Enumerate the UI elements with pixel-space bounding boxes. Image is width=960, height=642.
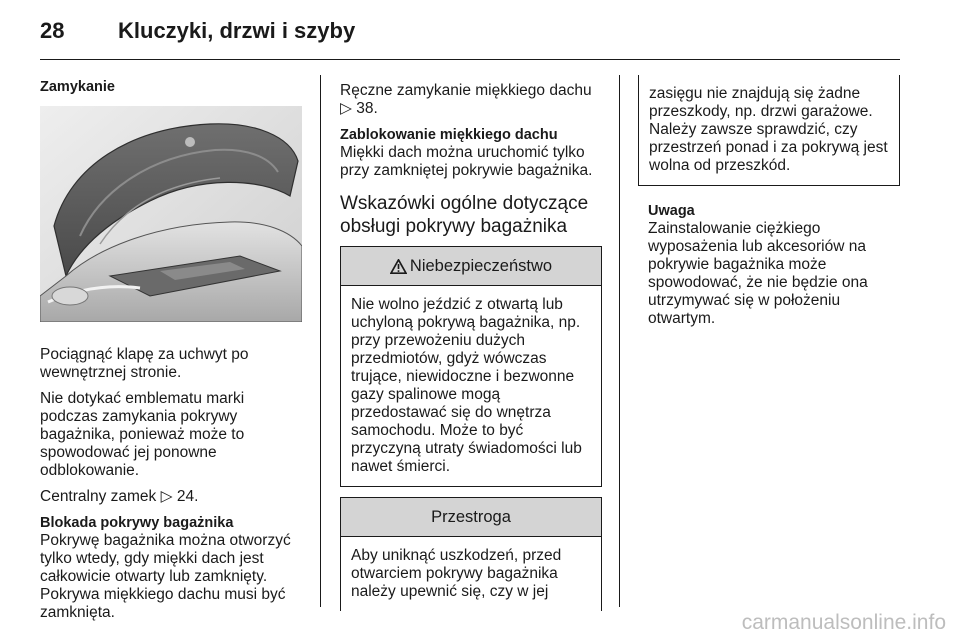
column-1 (40, 78, 305, 630)
caution-box-body: Aby uniknąć uszkodzeń, przed otwarciem pokrywy bagażnika należy upewnić się, czy w jej (351, 547, 562, 600)
subheading-lid-lock: Blokada pokrywy bagażnika (40, 515, 234, 531)
warning-triangle-icon (390, 259, 407, 274)
danger-box-body: Nie wolno jeździć z otwartą lub uchyloną pokrywą bagażnika, np. przy przewożeniu dużych przedmiotów, gdyż wówczas trujące, niewidoczne i bezwonne gazy spalinowe mogą przedostawać się do wnętrza samochodu. Może to być przyczyną utraty świadomości lub nawet śmierci. (351, 296, 582, 475)
danger-box (340, 246, 602, 487)
caution-box-continued-body: zasięgu nie znajdują się żadne przeszkody, np. drzwi garażowe. Należy zawsze sprawdzić, czy przestrzeń ponad i za pokrywą jest wolna od przeszkód. (649, 85, 888, 174)
section-heading-closing: Zamykanie (40, 79, 115, 95)
paragraph-central-lock-ref (40, 488, 305, 506)
paragraph-soft-top-lock: Miękki dach można uruchomić tylko przy zamkniętej pokrywie bagażnika. (340, 144, 593, 179)
caution-box-continued (638, 75, 900, 186)
column-divider-1 (320, 75, 321, 607)
watermark: carmanualsonline.info (741, 611, 946, 634)
caution-box-header (341, 498, 601, 537)
caution-box-title: Przestroga (431, 508, 511, 526)
danger-box-title: Niebezpieczeństwo (409, 257, 553, 275)
manual-closing-text: Ręczne zamykanie miękkiego dachu (340, 82, 592, 99)
central-lock-page-link[interactable]: 24. (176, 488, 199, 505)
manual-closing-page-link[interactable]: 38. (356, 100, 378, 117)
page-reference-arrow-icon: ▷ (340, 100, 352, 117)
note-title: Uwaga (648, 203, 695, 219)
section-heading-general-notes: Wskazówki ogólne dotyczące obsługi pokrywy bagażnika (340, 193, 589, 237)
column-2 (340, 82, 602, 611)
central-lock-text: Centralny zamek (40, 488, 161, 505)
trunk-illustration (40, 106, 302, 322)
page-reference-arrow-icon: ▷ (160, 488, 173, 505)
paragraph-emblem-warning: Nie dotykać emblematu marki podczas zamykania pokrywy bagażnika, ponieważ może to spowodować jej ponowne odblokowanie. (40, 390, 245, 479)
caution-box (340, 497, 602, 611)
paragraph-lid-lock: Pokrywę bagażnika można otworzyć tylko wtedy, gdy miękki dach jest całkowicie otwarty lub zamknięty. Pokrywa miękkiego dachu musi być zamknięta. (40, 532, 291, 621)
column-3 (638, 75, 900, 336)
danger-box-header (341, 247, 601, 286)
page-title: Kluczyki, drzwi i szyby (118, 18, 356, 43)
page-number: 28 (40, 18, 65, 43)
paragraph-pull-handle: Pociągnąć klapę za uchwyt po wewnętrznej stronie. (40, 346, 249, 381)
header-rule (40, 59, 900, 60)
subheading-soft-top-lock: Zablokowanie miękkiego dachu (340, 127, 558, 143)
paragraph-manual-closing-ref (340, 82, 602, 118)
note-body: Zainstalowanie ciężkiego wyposażenia lub akcesoriów na pokrywie bagażnika może spowodować, że nie będzie ona utrzymywać się w położeniu otwartym. (648, 220, 868, 327)
column-divider-2 (619, 75, 620, 607)
